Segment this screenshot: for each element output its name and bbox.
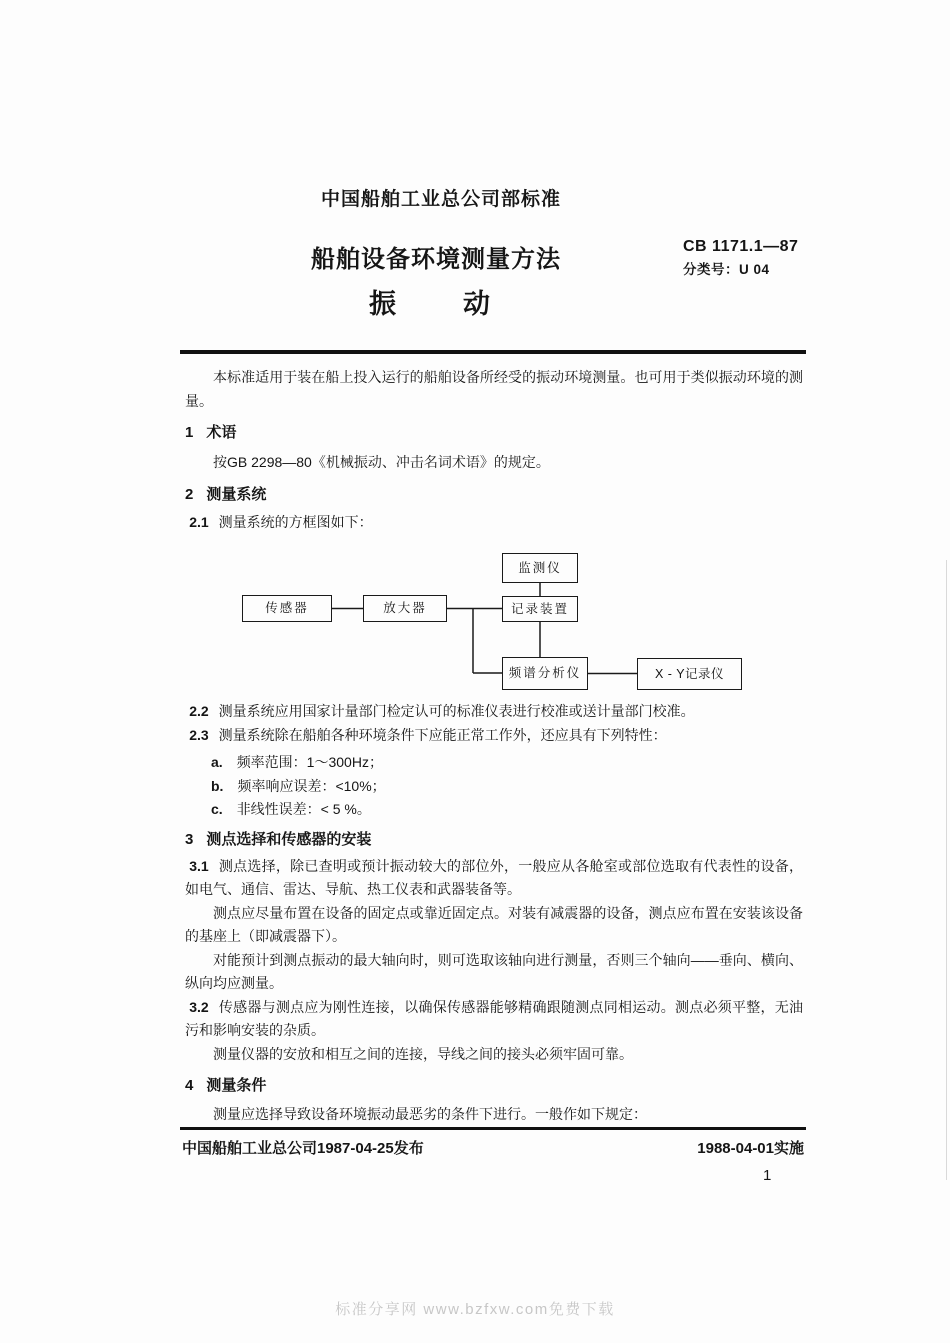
standard-number-block — [683, 238, 798, 278]
section-2-title: 测量系统 — [206, 485, 267, 503]
implement-date: 1988-04-01实施 — [697, 1140, 804, 1157]
page-number: 1 — [763, 1167, 772, 1184]
list-item-b: b. 频率响应误差：<10%； — [211, 777, 386, 794]
list-item-c: c. 非线性误差：< 5 %。 — [211, 801, 371, 817]
diagram-box-xy-recorder: X - Y记录仪 — [637, 658, 742, 690]
section-4-title: 测量条件 — [206, 1077, 267, 1094]
paragraph-3-2a: 测量仪器的安放和相互之间的连接，导线之间的接头必须牢固可靠。 — [213, 1045, 633, 1062]
diagram-box-amplifier: 放大器 — [363, 595, 447, 622]
section-1-heading — [185, 423, 803, 443]
paragraph-4-1: 测量应选择导致设备环境振动最恶劣的条件下进行。一般作如下规定： — [213, 1106, 647, 1122]
section-4-heading — [185, 1076, 803, 1096]
footer — [182, 1137, 804, 1158]
measurement-system-block-diagram — [185, 542, 803, 692]
document-body — [185, 366, 803, 1127]
diagram-box-sensor: 传感器 — [242, 595, 332, 622]
diagram-box-spectrum-analyzer: 频谱分析仪 — [502, 657, 588, 690]
section-2-heading — [185, 485, 803, 505]
publish-date: 中国船舶工业总公司1987-04-25发布 — [182, 1140, 424, 1157]
section-4-number: 4 — [185, 1077, 194, 1094]
document-subtitle: 振动 — [369, 289, 557, 319]
section-1-title: 术语 — [206, 424, 237, 441]
footer-rule — [180, 1127, 806, 1130]
scan-edge-artifact — [946, 560, 948, 1180]
paragraph-2-2: 2.2 测量系统应用国家计量部门检定认可的标准仪表进行校准或送计量部门校准。 — [189, 703, 695, 719]
section-1-paragraph: 按GB 2298—80《机械振动、冲击名词术语》的规定。 — [213, 454, 550, 470]
paragraph-2-1: 2.1 测量系统的方框图如下： — [189, 513, 373, 530]
diagram-box-recording-device: 记录装置 — [502, 596, 578, 622]
paragraph-3-1b: 对能预计到测点振动的最大轴向时，则可选取该轴向进行测量，否则三个轴向——垂向、横向、纵向均应测量。 — [185, 951, 803, 991]
paragraph-2-3: 2.3 测量系统除在船舶各种环境条件下应能正常工作外，还应具有下列特性： — [189, 726, 667, 743]
classification-number: 分类号：U 04 — [683, 262, 770, 277]
diagram-box-monitor: 监测仪 — [502, 553, 578, 583]
list-item-a: a. 频率范围：1～300Hz； — [211, 754, 383, 770]
section-3-title: 测点选择和传感器的安装 — [206, 830, 372, 848]
document-title: 船舶设备环境测量方法 — [311, 246, 561, 273]
watermark-text: 标准分享网 www.bzfxw.com免费下载 — [335, 1301, 615, 1318]
header-rule — [180, 350, 806, 354]
intro-paragraph: 本标准适用于装在船上投入运行的船舶设备所经受的振动环境测量。也可用于类似振动环境的测量。 — [185, 369, 803, 409]
section-1-number: 1 — [185, 424, 194, 441]
paragraph-3-1: 3.1 测点选择，除已查明或预计振动较大的部位外，一般应从各舱室或部位选取有代表性的设备，如电气、通信、雷达、导航、热工仪表和武器装备等。 — [185, 857, 803, 897]
section-3-number: 3 — [185, 830, 194, 848]
org-standard-line: 中国船舶工业总公司部标准 — [321, 189, 562, 210]
paragraph-3-1a: 测点应尽量布置在设备的固定点或靠近固定点。对装有减震器的设备，测点应布置在安装该设备的基座上（即减震器下）。 — [185, 904, 803, 944]
section-3-heading — [185, 830, 803, 850]
standard-number: CB 1171.1—87 — [683, 238, 799, 255]
section-2-number: 2 — [185, 485, 194, 503]
paragraph-3-2: 3.2 传感器与测点应为刚性连接，以确保传感器能够精确跟随测点同相运动。测点必须平整，无油污和影响安装的杂质。 — [185, 998, 803, 1038]
